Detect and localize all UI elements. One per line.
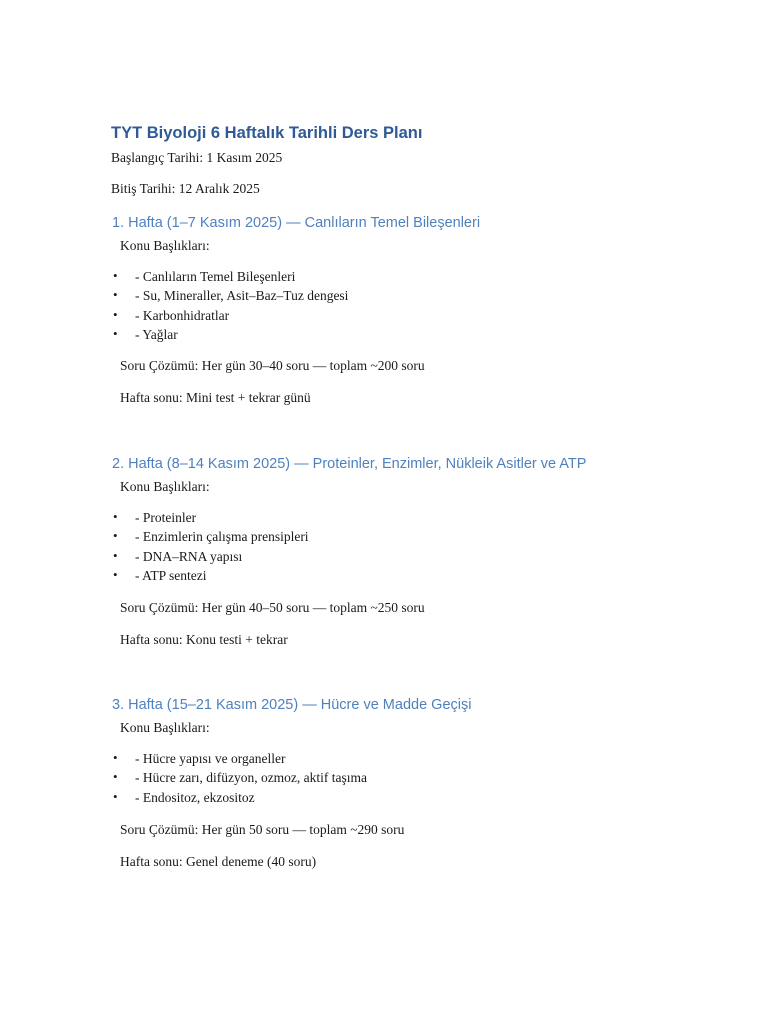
- bullet-icon: •: [113, 769, 118, 785]
- bullet-icon: •: [113, 287, 118, 303]
- week-2-weekend: Hafta sonu: Konu testi + tekrar: [120, 632, 288, 647]
- week-3-heading: 3. Hafta (15–21 Kasım 2025) — Hücre ve Madde Geçişi: [112, 697, 472, 713]
- week-3-practice: Soru Çözümü: Her gün 50 soru — toplam ~290 soru: [120, 822, 405, 837]
- bullet-icon: •: [113, 566, 118, 582]
- bullet-icon: •: [113, 547, 118, 563]
- week-1-practice: Soru Çözümü: Her gün 30–40 soru — toplam ~200 soru: [120, 358, 425, 373]
- week-1-heading: 1. Hafta (1–7 Kasım 2025) — Canlıların Temel Bileşenleri: [112, 215, 481, 231]
- bullet-icon: •: [113, 325, 118, 341]
- week-1-weekend: Hafta sonu: Mini test + tekrar günü: [120, 390, 311, 405]
- start-date: Başlangıç Tarihi: 1 Kasım 2025: [111, 150, 283, 165]
- bullet-icon: •: [113, 306, 118, 322]
- document-title: TYT Biyoloji 6 Haftalık Tarihli Ders Planı: [111, 124, 423, 142]
- bullet-icon: •: [113, 750, 118, 765]
- week-1-topics-label: Konu Başlıkları:: [120, 238, 210, 253]
- week-2-topics-label: Konu Başlıkları:: [120, 479, 210, 494]
- end-date: Bitiş Tarihi: 12 Aralık 2025: [111, 181, 260, 196]
- document-page: TYT Biyoloji 6 Haftalık Tarihli Ders Planı Başlangıç Tarihi: 1 Kasım 2025 Bitiş Tarihi: 12 Aralık 2025 1. Hafta (1–7 Kasım 2025) — Canlıların Temel Bileşenleri Konu Başlıkları: • - Canlıların Temel Bileşenleri • - Su, Mineraller, Asit–Baz–Tuz dengesi • - Karbonhidratlar • - Yağlar Soru Çözümü: Her gün 30–40 soru — toplam ~200 soru Hafta sonu: Mini test + tekrar günü 2. Hafta (8–14 Kasım 2025) — Proteinler, Enzimler, Nükleik Asitler ve ATP Konu Başlıkları: • - Proteinler • - Enzimlerin çalışma prensipleri • - DNA–RNA yapısı • - ATP sentezi Soru Çözümü: Her gün 40–50 soru — toplam ~250 soru Hafta sonu: Konu testi + tekrar 3. Hafta (15–21 Kasım 2025) — Hücre ve Madde Geçişi Konu Başlıkları: • - Hücre yapısı ve organeller • - Hücre zarı, difüzyon, ozmoz, aktif taşıma • - Endositoz, ekzositoz Soru Çözümü: Her gün 50 soru — toplam ~290 soru Hafta sonu: Genel deneme (40 soru): [111, 124, 587, 869]
- bullet-icon: •: [113, 509, 118, 524]
- bullet-icon: •: [113, 528, 118, 544]
- week-3-weekend: Hafta sonu: Genel deneme (40 soru): [120, 854, 317, 869]
- week-2-heading: 2. Hafta (8–14 Kasım 2025) — Proteinler, Enzimler, Nükleik Asitler ve ATP: [112, 456, 587, 472]
- week-2-practice: Soru Çözümü: Her gün 40–50 soru — toplam ~250 soru: [120, 600, 425, 615]
- bullet-icon: •: [113, 268, 118, 283]
- bullet-icon: •: [113, 788, 118, 804]
- week-3-topics-label: Konu Başlıkları:: [120, 720, 210, 735]
